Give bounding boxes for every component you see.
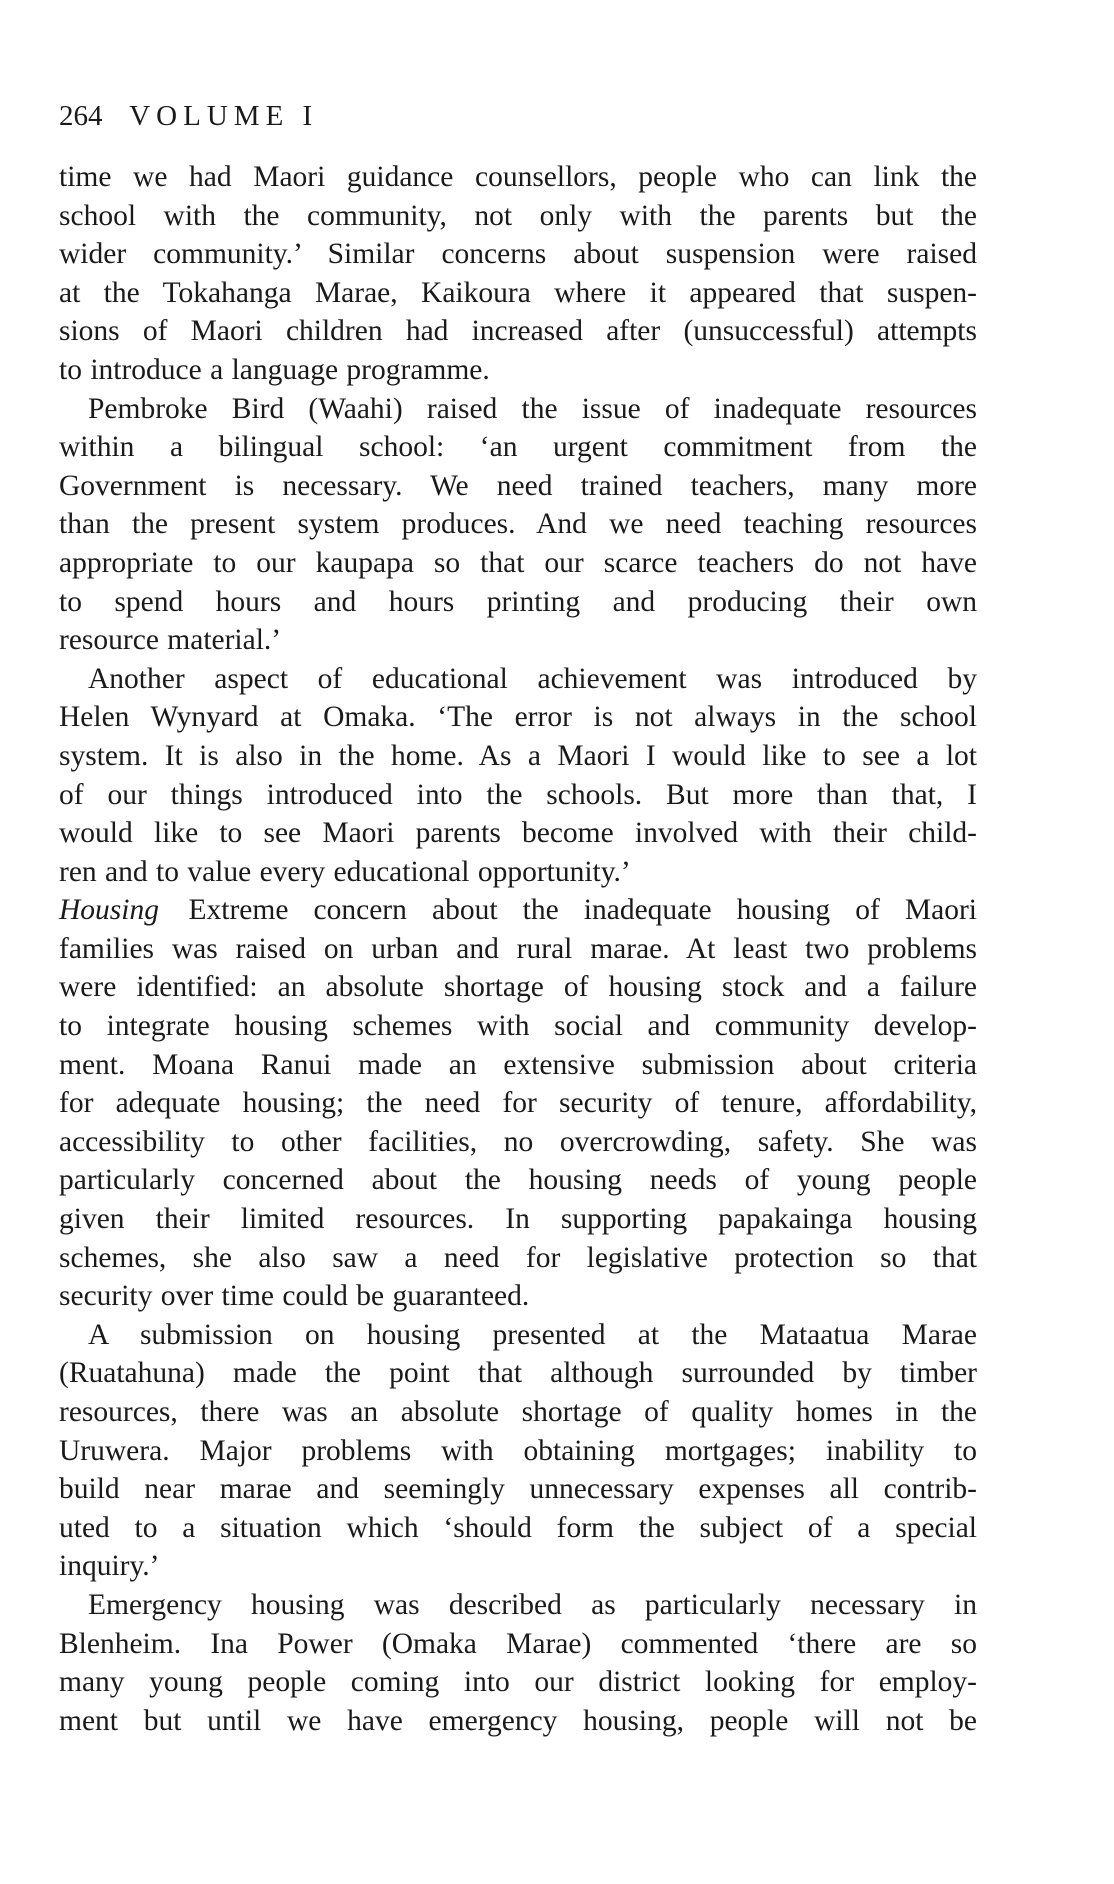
volume-label: VOLUME I <box>129 100 319 132</box>
body-text <box>59 158 977 1740</box>
paragraph <box>59 1586 977 1740</box>
text-line: Helen Wynyard at Omaka. ‘The error is not always in the school <box>59 701 977 734</box>
paragraph <box>59 891 977 1316</box>
text-line: schemes, she also saw a need for legislative protection so that <box>59 1241 977 1274</box>
text-line: at the Tokahanga Marae, Kaikoura where it appeared that suspen- <box>59 276 977 309</box>
text-line: many young people coming into our district looking for employ- <box>59 1666 977 1699</box>
text-line: appropriate to our kaupapa so that our scarce teachers do not have <box>59 546 977 579</box>
text-line: accessibility to other facilities, no overcrowding, safety. She was <box>59 1125 977 1158</box>
paragraph <box>59 1316 977 1586</box>
text-line: of our things introduced into the schools. But more than that, I <box>59 778 977 811</box>
text-line: Pembroke Bird (Waahi) raised the issue of inadequate resources <box>88 392 977 425</box>
text-line: Another aspect of educational achievement was introduced by <box>88 662 977 695</box>
text-line: within a bilingual school: ‘an urgent commitment from the <box>59 431 977 464</box>
text-line: build near marae and seemingly unnecessary expenses all contrib- <box>59 1473 977 1506</box>
text-line: than the present system produces. And we need teaching resources <box>59 508 977 541</box>
text-line: ment. Moana Ranui made an extensive submission about criteria <box>59 1048 977 1081</box>
section-heading: Housing <box>59 894 159 927</box>
text-line: security over time could be guaranteed. <box>59 1280 530 1313</box>
text-line: given their limited resources. In supporting papakainga housing <box>59 1203 977 1236</box>
text-line: were identified: an absolute shortage of housing stock and a failure <box>59 971 977 1004</box>
text-line: Emergency housing was described as particularly necessary in <box>88 1588 977 1621</box>
text-line: to spend hours and hours printing and producing their own <box>59 585 977 618</box>
paragraph <box>59 390 977 660</box>
document-page <box>59 96 977 1740</box>
line-text: Extreme concern about the inadequate housing of Maori <box>188 894 977 927</box>
text-line: time we had Maori guidance counsellors, people who can link the <box>59 161 977 193</box>
text-line: inquiry.’ <box>59 1550 160 1583</box>
text-line: particularly concerned about the housing needs of young people <box>59 1164 977 1197</box>
paragraph <box>59 158 977 390</box>
page-number: 264 <box>59 100 103 132</box>
text-line: ren and to value every educational opportunity.’ <box>59 855 631 888</box>
text-line: to integrate housing schemes with social and community develop- <box>59 1010 977 1043</box>
text-line: (Ruatahuna) made the point that although surrounded by timber <box>59 1357 977 1390</box>
text-line: resources, there was an absolute shortage of quality homes in the <box>59 1396 977 1428</box>
text-line: sions of Maori children had increased after (unsuccessful) attempts <box>59 315 977 348</box>
text-line: A submission on housing presented at the Mataatua Marae <box>88 1318 977 1351</box>
text-line: Blenheim. Ina Power (Omaka Marae) commented ‘there are so <box>59 1627 977 1660</box>
text-line: for adequate housing; the need for security of tenure, affordability, <box>59 1087 977 1120</box>
text-line: Government is necessary. We need trained teachers, many more <box>59 469 977 502</box>
text-line: uted to a situation which ‘should form the subject of a special <box>59 1511 977 1544</box>
running-head <box>59 96 977 136</box>
text-line: would like to see Maori parents become involved with their child- <box>59 817 977 850</box>
paragraph <box>59 660 977 892</box>
text-line <box>59 891 977 930</box>
text-line: Uruwera. Major problems with obtaining mortgages; inability to <box>59 1434 977 1467</box>
text-line: ment but until we have emergency housing, people will not be <box>59 1704 977 1737</box>
text-line: resource material.’ <box>59 624 282 657</box>
text-line: school with the community, not only with the parents but the <box>59 199 977 232</box>
text-line: system. It is also in the home. As a Maori I would like to see a lot <box>59 739 977 772</box>
text-line: to introduce a language programme. <box>59 353 490 386</box>
text-line: families was raised on urban and rural marae. At least two problems <box>59 932 977 965</box>
text-line: wider community.’ Similar concerns about suspension were raised <box>59 238 977 271</box>
